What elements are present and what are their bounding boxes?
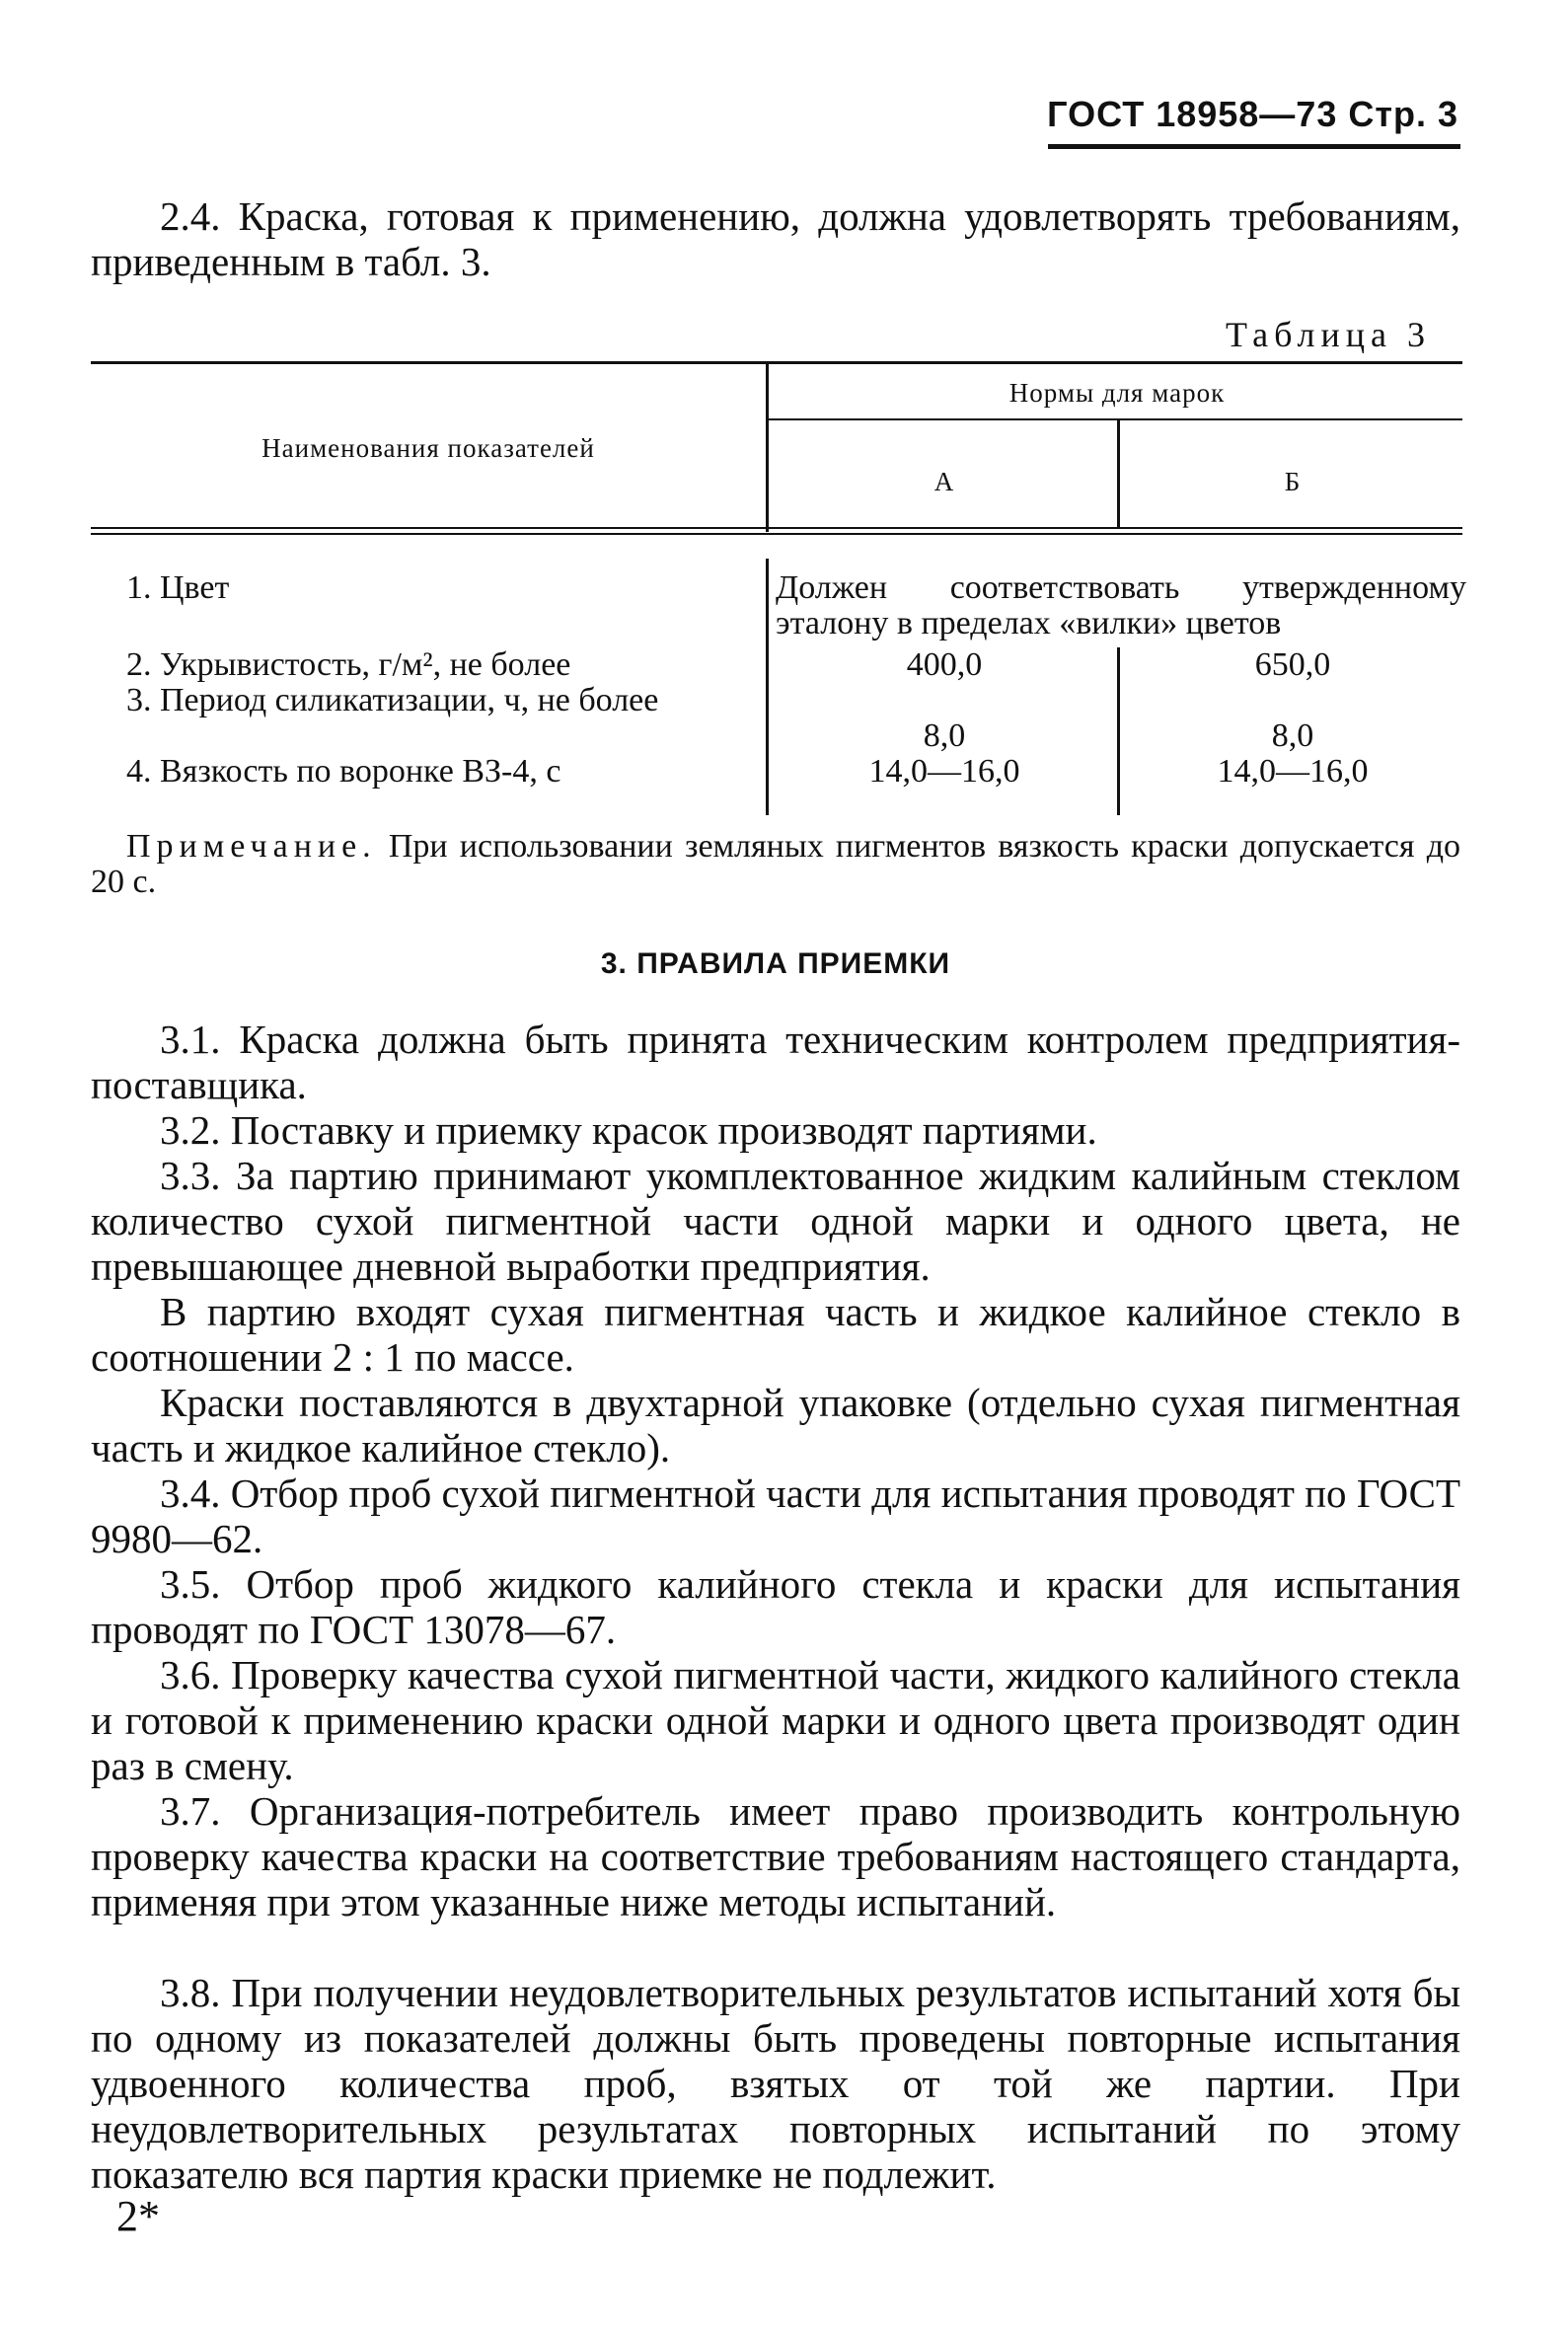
column-header-grade-b: Б: [1284, 467, 1302, 496]
row-value-viscosity-a: 14,0—16,0: [868, 753, 1020, 790]
paragraph-3-8: 3.8. При получении неудовлетворительных результатов испытаний хотя бы по одному из показателей должны быть проведены повторные испытания удвоенного количества проб, взятых от той же партии. При неудовлетворительных результатах повторных испытаний по этому показателю вся партия краски приемке не подлежит.: [91, 1970, 1460, 2197]
section-title: 3. ПРАВИЛА ПРИЕМКИ: [600, 947, 951, 980]
row-value-silicatization-a: 8,0: [923, 717, 966, 754]
paragraph-3-6: 3.6. Проверку качества сухой пигментной части, жидкого калийного стекла и готовой к применению краски одной марки и одного цвета производят один раз в смену.: [91, 1652, 1460, 1788]
paragraph-batch-composition: В партию входят сухая пигментная часть и жидкое калийное стекло в соотношении 2 : 1 по массе.: [91, 1289, 1460, 1380]
note-label: Примечание.: [126, 828, 377, 865]
requirements-table: [91, 361, 1466, 825]
row-value-color: Должен соответствовать утвержденному эталону в пределах «вилки» цветов: [776, 569, 1466, 641]
intro-paragraph: 2.4. Краска, готовая к применению, должна удовлетворять требованиям, приведенным в табл. 3.: [91, 193, 1460, 284]
page-mark: 2*: [116, 2192, 160, 2240]
paragraph-3-3: 3.3. За партию принимают укомплектованное жидким калийным стеклом количество сухой пигментной части одной марки и одного цвета, не превышающее дневной выработки предприятия.: [91, 1153, 1460, 1289]
column-header-norms: Нормы для марок: [1008, 378, 1226, 408]
row-value-viscosity-b: 14,0—16,0: [1217, 753, 1369, 790]
table-body-divider-name: [766, 559, 769, 815]
header-bottom-rule-1: [91, 527, 1462, 529]
paragraph-3-7: 3.7. Организация-потребитель имеет право производить контрольную проверку качества краски на соответствие требованиям настоящего стандарта, применяя при этом указанные ниже методы испытаний.: [91, 1788, 1460, 1924]
paragraph-packaging: Краски поставляются в двухтарной упаковке (отдельно сухая пигментная часть и жидкое калийное стекло).: [91, 1380, 1460, 1470]
column-header-grade-a: А: [933, 467, 955, 496]
row-name-color: 1. Цвет: [126, 569, 230, 606]
paragraph-3-1: 3.1. Краска должна быть принята техническим контролем предприятия-поставщика.: [91, 1017, 1460, 1107]
column-header-indicators: Наименования показателей: [261, 433, 595, 463]
row-name-hiding-power: 2. Укрывистость, г/м², не более: [126, 646, 571, 683]
row-name-silicatization: 3. Период силикатизации, ч, не более: [126, 682, 659, 718]
table-divider-a-b-header: [1117, 420, 1120, 527]
document-header: ГОСТ 18958—73 Стр. 3: [1047, 94, 1458, 134]
table-body-divider-a-b: [1117, 647, 1120, 815]
row-value-silicatization-b: 8,0: [1271, 717, 1314, 754]
paragraph-3-4: 3.4. Отбор проб сухой пигментной части для испытания проводят по ГОСТ 9980—62.: [91, 1470, 1460, 1561]
table-top-border: [91, 361, 1462, 364]
paragraph-3-2: 3.2. Поставку и приемку красок производят партиями.: [160, 1107, 1097, 1153]
table-divider-name-norms: [766, 364, 769, 532]
header-bottom-rule-2: [91, 533, 1462, 535]
norms-subheader-rule: [766, 418, 1462, 420]
paragraph-3-5: 3.5. Отбор проб жидкого калийного стекла и краски для испытания проводят по ГОСТ 13078—67.: [91, 1561, 1460, 1652]
note-text: При использовании земляных пигментов вязкость краски допускается до 20 с.: [91, 828, 1461, 900]
row-value-hiding-power-a: 400,0: [906, 646, 983, 683]
table-note: [91, 829, 1460, 900]
header-rule: [1048, 144, 1460, 149]
row-name-viscosity: 4. Вязкость по воронке ВЗ-4, с: [126, 753, 561, 790]
table-caption: Таблица 3: [1226, 315, 1431, 354]
row-value-hiding-power-b: 650,0: [1254, 646, 1331, 683]
